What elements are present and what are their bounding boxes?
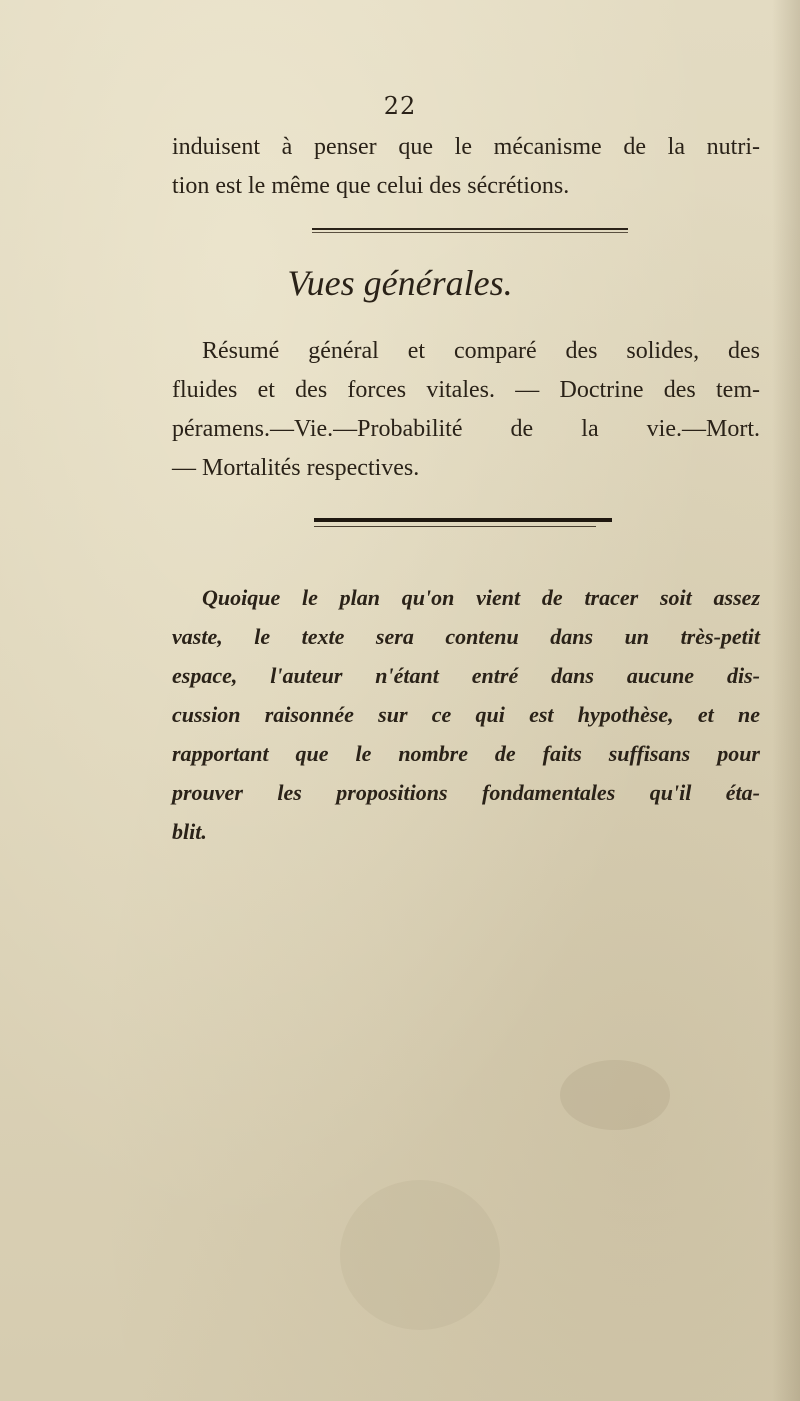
text-line: péramens.—Vie.—Probabilité de la vie.—Mort.: [172, 416, 760, 442]
section-rule: [312, 228, 628, 230]
text-line: espace, l'auteur n'étant entré dans aucune dis-: [172, 663, 760, 688]
section-rule: [314, 518, 612, 522]
text-line: cussion raisonnée sur ce qui est hypothèse, et ne: [172, 702, 760, 727]
paper-stain: [340, 1180, 500, 1330]
section-rule-thin: [312, 232, 628, 233]
text-line: Quoique le plan qu'on vient de tracer soit assez: [202, 585, 760, 610]
text-line: tion est le même que celui des sécrétions.: [172, 173, 570, 199]
text-line: rapportant que le nombre de faits suffisans pour: [172, 741, 760, 766]
section-heading: Vues générales.: [287, 263, 513, 303]
summary-paragraph: [172, 332, 760, 488]
page-number: 22: [383, 92, 417, 120]
paper-stain: [560, 1060, 670, 1130]
text-line: Résumé général et comparé des solides, des: [202, 338, 760, 364]
text-line: blit.: [172, 819, 207, 844]
section-rule-thin: [314, 526, 596, 527]
intro-paragraph: [172, 128, 760, 206]
text-line: — Mortalités respectives.: [172, 455, 420, 481]
page-edge-shadow: [772, 0, 800, 1401]
text-line: induisent à penser que le mécanisme de la nutri-: [172, 134, 760, 160]
notice-paragraph: [172, 578, 760, 851]
text-line: vaste, le texte sera contenu dans un très-petit: [172, 624, 760, 649]
text-line: fluides et des forces vitales. — Doctrine des tem-: [172, 377, 760, 403]
text-line: prouver les propositions fondamentales qu'il éta-: [172, 780, 760, 805]
